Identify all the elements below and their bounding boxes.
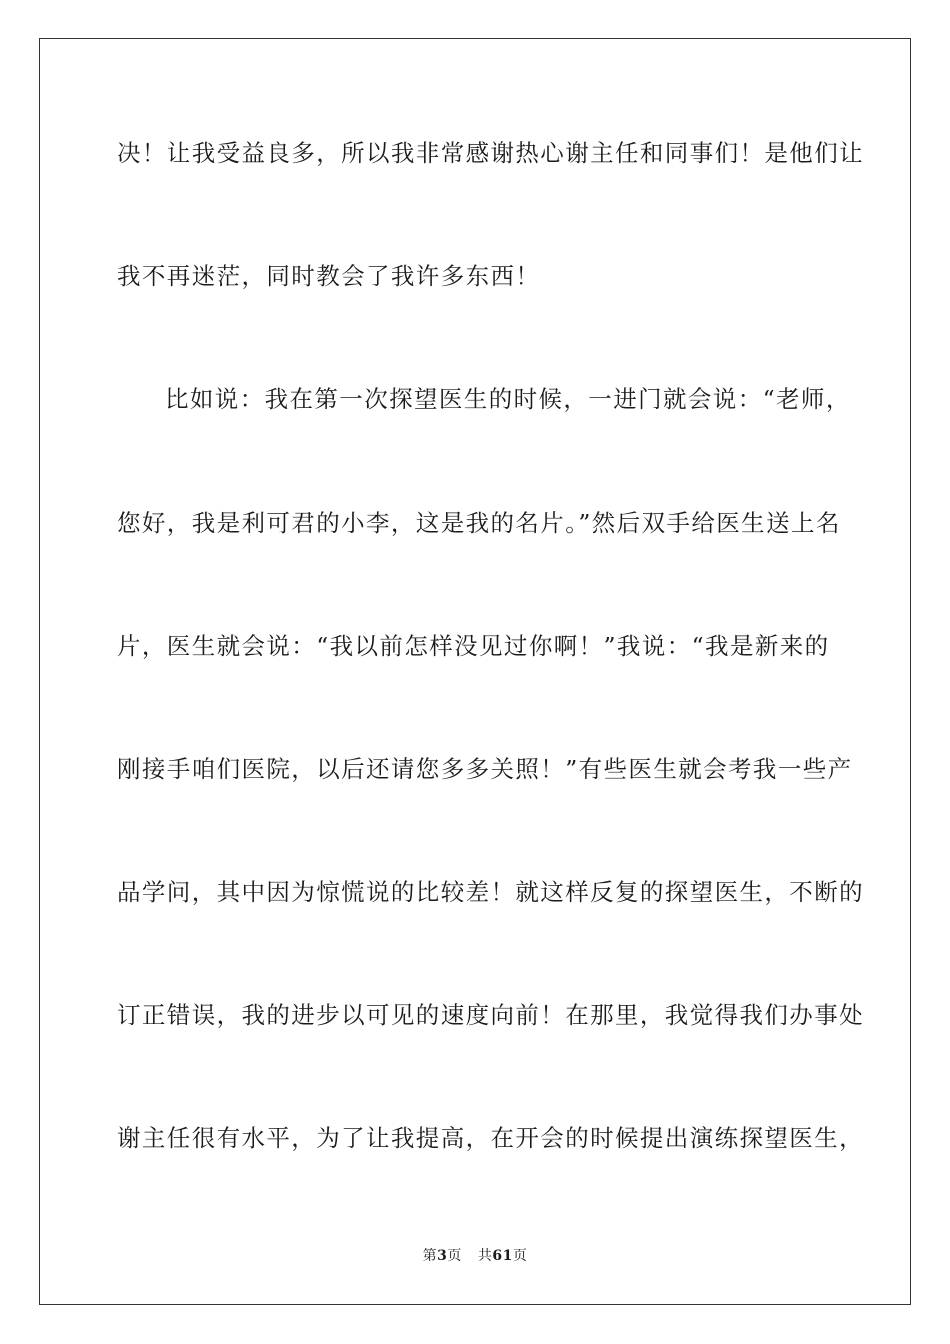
body-line-2: 我不再迷茫，同时教会了我许多东西！ xyxy=(117,262,541,290)
footer-total-suffix: 页 xyxy=(512,1248,528,1264)
body-line-7: 品学问，其中因为惊慌说的比较差！就这样反复的探望医生，不断的 xyxy=(117,878,864,906)
footer-page-number: 3 xyxy=(437,1248,448,1264)
body-line-6: 刚接手咱们医院，以后还请您多多关照！”有些医生就会考我一些产 xyxy=(117,755,853,783)
footer-page-suffix: 页 xyxy=(447,1248,462,1264)
footer-total-prefix: 共 xyxy=(477,1248,493,1264)
body-line-1: 决！让我受益良多，所以我非常感谢热心谢主任和同事们！是他们让 xyxy=(117,139,864,167)
page-border xyxy=(39,38,911,1305)
body-line-8: 订正错误，我的进步以可见的速度向前！在那里，我觉得我们办事处 xyxy=(117,1001,864,1029)
page-footer xyxy=(0,1247,950,1265)
body-line-9: 谢主任很有水平，为了让我提高，在开会的时候提出演练探望医生， xyxy=(117,1124,864,1152)
footer-total-pages: 61 xyxy=(492,1248,513,1264)
body-line-4: 您好，我是利可君的小李，这是我的名片。”然后双手给医生送上名 xyxy=(117,509,841,537)
footer-page-prefix: 第 xyxy=(422,1248,438,1264)
body-line-3: 比如说：我在第一次探望医生的时候，一进门就会说：“老师， xyxy=(165,385,851,413)
body-line-5: 片，医生就会说：“我以前怎样没见过你啊！”我说：“我是新来的 xyxy=(117,632,830,660)
